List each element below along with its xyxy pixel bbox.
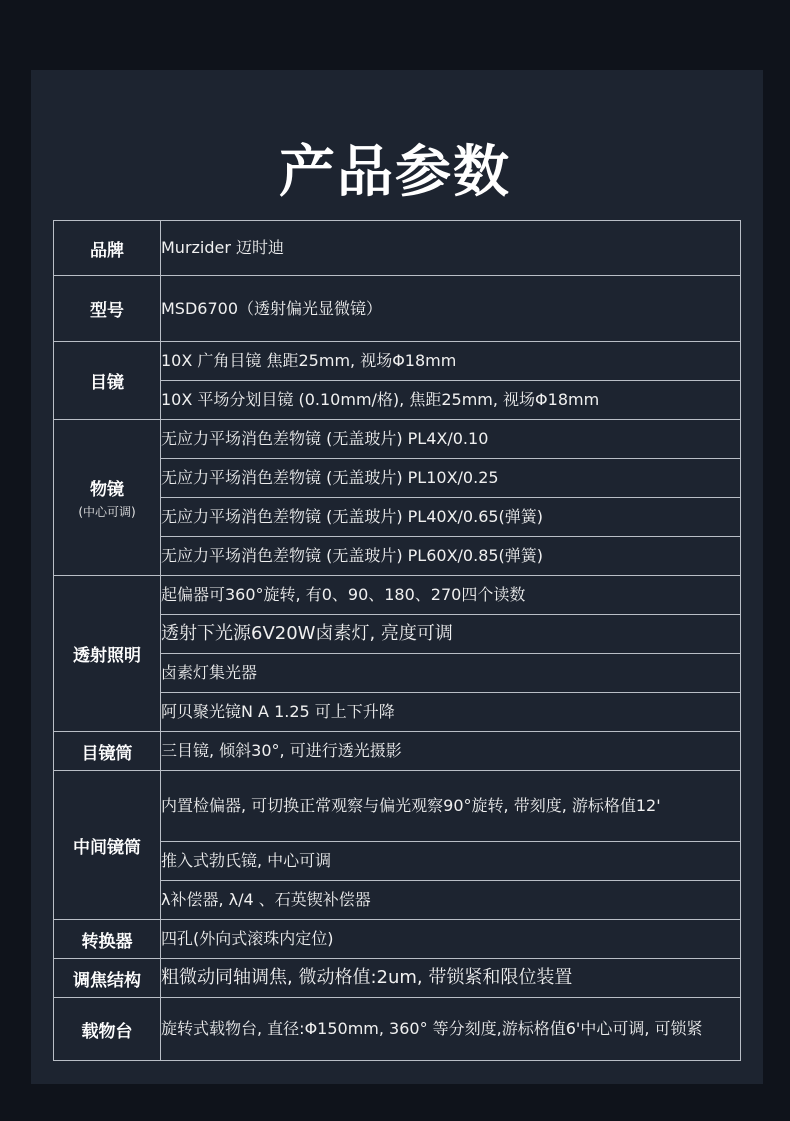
row-value-model: MSD6700（透射偏光显微镜） xyxy=(161,276,741,342)
row-value-midtube-2: 推入式勃氏镜, 中心可调 xyxy=(161,842,741,881)
row-label-nosepiece: 转换器 xyxy=(54,920,161,959)
table-row xyxy=(54,920,741,959)
row-value-nosepiece: 四孔(外向式滚珠内定位) xyxy=(161,920,741,959)
row-label-illumination: 透射照明 xyxy=(54,576,161,732)
table-row xyxy=(54,998,741,1061)
row-value-illumination-4: 阿贝聚光镜N A 1.25 可上下升降 xyxy=(161,693,741,732)
table-row xyxy=(54,771,741,842)
page-title: 产品参数 xyxy=(279,140,511,205)
row-value-objective-1: 无应力平场消色差物镜 (无盖玻片) PL4X/0.10 xyxy=(161,420,741,459)
table-row xyxy=(54,576,741,615)
row-label-focus: 调焦结构 xyxy=(54,959,161,998)
objective-label: 物镜 xyxy=(90,480,124,500)
row-value-eyepiece-2: 10X 平场分划目镜 (0.10mm/格), 焦距25mm, 视场Φ18mm xyxy=(161,381,741,420)
table-row xyxy=(54,342,741,381)
row-label-objective xyxy=(54,420,161,576)
row-value-objective-4: 无应力平场消色差物镜 (无盖玻片) PL60X/0.85(弹簧) xyxy=(161,537,741,576)
row-value-eyetube: 三目镜, 倾斜30°, 可进行透光摄影 xyxy=(161,732,741,771)
table-row xyxy=(54,732,741,771)
row-value-midtube-3: λ补偿器, λ/4 、石英锲补偿器 xyxy=(161,881,741,920)
row-label-brand: 品牌 xyxy=(54,221,161,276)
row-value-focus: 粗微动同轴调焦, 微动格值:2um, 带锁紧和限位装置 xyxy=(161,959,741,998)
row-label-eyetube: 目镜筒 xyxy=(54,732,161,771)
row-label-model: 型号 xyxy=(54,276,161,342)
table-row xyxy=(54,420,741,459)
spec-table xyxy=(53,220,741,1061)
row-value-brand: Murzider 迈时迪 xyxy=(161,221,741,276)
row-label-eyepiece: 目镜 xyxy=(54,342,161,420)
table-row xyxy=(54,959,741,998)
row-value-midtube-1: 内置检偏器, 可切换正常观察与偏光观察90°旋转, 带刻度, 游标格值12' xyxy=(161,771,741,842)
row-value-illumination-3: 卤素灯集光器 xyxy=(161,654,741,693)
objective-sublabel: (中心可调) xyxy=(78,505,136,519)
row-value-illumination-2: 透射下光源6V20W卤素灯, 亮度可调 xyxy=(161,615,741,654)
row-label-stage: 载物台 xyxy=(54,998,161,1061)
row-value-eyepiece-1: 10X 广角目镜 焦距25mm, 视场Φ18mm xyxy=(161,342,741,381)
row-value-illumination-1: 起偏器可360°旋转, 有0、90、180、270四个读数 xyxy=(161,576,741,615)
row-value-stage: 旋转式载物台, 直径:Φ150mm, 360° 等分刻度,游标格值6'中心可调, 可锁紧 xyxy=(161,998,741,1061)
table-row xyxy=(54,221,741,276)
row-value-objective-2: 无应力平场消色差物镜 (无盖玻片) PL10X/0.25 xyxy=(161,459,741,498)
row-label-midtube: 中间镜筒 xyxy=(54,771,161,920)
row-value-objective-3: 无应力平场消色差物镜 (无盖玻片) PL40X/0.65(弹簧) xyxy=(161,498,741,537)
table-row xyxy=(54,276,741,342)
